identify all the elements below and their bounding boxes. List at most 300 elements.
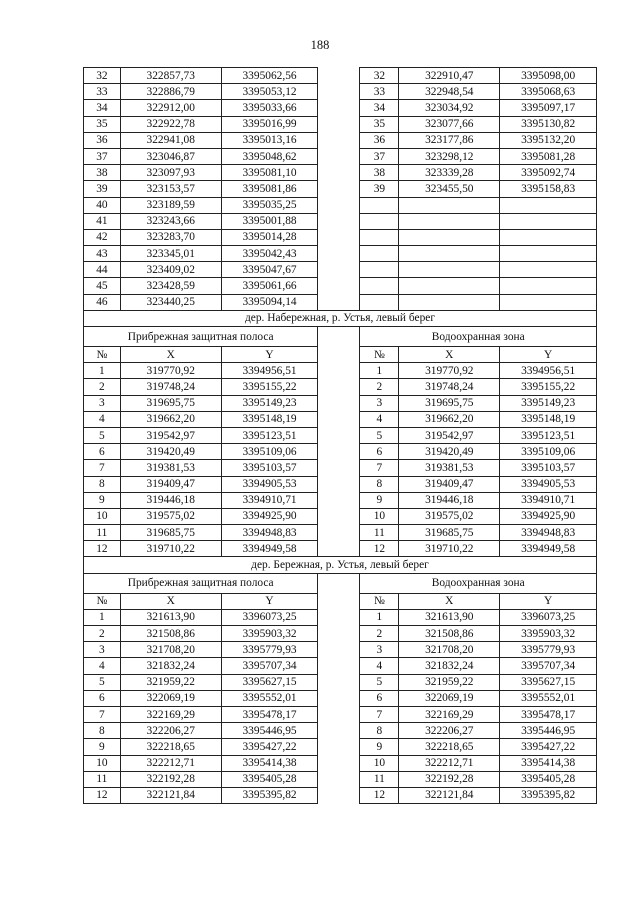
point-number-cell: 5 [360, 427, 399, 443]
point-number-cell: 11 [84, 525, 121, 541]
page-number: 188 [310, 38, 330, 52]
table-row [84, 739, 597, 755]
table-row [84, 541, 597, 557]
y-coordinate-cell: 3395707,34 [500, 658, 597, 674]
zone-title-row [84, 327, 597, 347]
point-number-cell: 46 [84, 294, 121, 310]
x-coordinate-cell: 322857,73 [120, 68, 221, 84]
column-gap [318, 706, 360, 722]
y-coordinate-cell: 3395427,22 [221, 739, 318, 755]
column-gap [318, 690, 360, 706]
column-gap [318, 379, 360, 395]
table-row [84, 246, 597, 262]
column-gap [318, 229, 360, 245]
y-coordinate-cell: 3395779,93 [221, 642, 318, 658]
column-gap [318, 327, 360, 347]
x-coordinate-cell: 321613,90 [399, 609, 500, 625]
y-coordinate-cell: 3395013,16 [221, 132, 318, 148]
point-number-cell: 12 [360, 787, 399, 803]
y-coordinate-cell: 3394905,53 [221, 476, 318, 492]
x-coordinate-cell [399, 278, 500, 294]
y-coordinate-cell [500, 229, 597, 245]
x-coordinate-cell: 319542,97 [399, 427, 500, 443]
y-coordinate-cell: 3395098,00 [500, 68, 597, 84]
x-coordinate-cell: 323046,87 [120, 148, 221, 164]
column-gap [318, 626, 360, 642]
section-title-row [84, 557, 597, 573]
x-coordinate-cell: 319770,92 [120, 363, 221, 379]
point-number-cell: 9 [360, 492, 399, 508]
point-number-cell: 36 [84, 132, 121, 148]
y-coordinate-cell: 3394910,71 [500, 492, 597, 508]
x-coordinate-cell [399, 262, 500, 278]
x-coordinate-cell: 322218,65 [120, 739, 221, 755]
x-coordinate-cell: 323345,01 [120, 246, 221, 262]
column-gap [318, 787, 360, 803]
x-header: X [399, 593, 500, 609]
point-number-cell: 6 [360, 690, 399, 706]
x-coordinate-cell: 319685,75 [120, 525, 221, 541]
table-row [84, 116, 597, 132]
column-gap [318, 246, 360, 262]
y-coordinate-cell: 3394956,51 [221, 363, 318, 379]
point-number-cell: 1 [360, 609, 399, 625]
table-row [84, 427, 597, 443]
column-gap [318, 541, 360, 557]
column-gap [318, 363, 360, 379]
point-number-cell: 33 [84, 84, 121, 100]
point-number-cell: 12 [360, 541, 399, 557]
x-coordinate-cell: 322941,08 [120, 132, 221, 148]
column-gap [318, 181, 360, 197]
y-coordinate-cell: 3395395,82 [500, 787, 597, 803]
y-coordinate-cell: 3395081,86 [221, 181, 318, 197]
table-row [84, 411, 597, 427]
header-row [84, 347, 597, 363]
x-coordinate-cell: 322912,00 [120, 100, 221, 116]
column-gap [318, 395, 360, 411]
zone-title-row [84, 573, 597, 593]
point-number-cell: 5 [360, 674, 399, 690]
x-coordinate-cell: 319695,75 [120, 395, 221, 411]
y-coordinate-cell: 3395061,66 [221, 278, 318, 294]
point-number-cell: 2 [84, 379, 121, 395]
x-coordinate-cell: 321708,20 [120, 642, 221, 658]
x-header: X [120, 593, 221, 609]
table-row [84, 197, 597, 213]
number-header: № [360, 593, 399, 609]
y-coordinate-cell: 3395109,06 [500, 444, 597, 460]
column-gap [318, 593, 360, 609]
point-number-cell: 1 [84, 609, 121, 625]
y-coordinate-cell: 3395081,28 [500, 148, 597, 164]
y-coordinate-cell: 3395552,01 [221, 690, 318, 706]
y-coordinate-cell: 3396073,25 [500, 609, 597, 625]
x-coordinate-cell: 319381,53 [120, 460, 221, 476]
table-row [84, 723, 597, 739]
column-gap [318, 674, 360, 690]
y-coordinate-cell [500, 197, 597, 213]
y-coordinate-cell: 3394925,90 [500, 508, 597, 524]
column-gap [318, 148, 360, 164]
point-number-cell: 5 [84, 674, 121, 690]
y-header: Y [221, 593, 318, 609]
x-coordinate-cell: 322922,78 [120, 116, 221, 132]
column-gap [318, 278, 360, 294]
y-coordinate-cell: 3395414,38 [500, 755, 597, 771]
x-coordinate-cell: 319575,02 [399, 508, 500, 524]
point-number-cell: 11 [360, 771, 399, 787]
point-number-cell: 43 [84, 246, 121, 262]
y-coordinate-cell [500, 262, 597, 278]
table-row [84, 262, 597, 278]
x-coordinate-cell [399, 229, 500, 245]
point-number-cell: 4 [360, 411, 399, 427]
section-title: дер. Набережная, р. Устья, левый берег [84, 310, 597, 326]
column-gap [318, 525, 360, 541]
x-coordinate-cell: 322218,65 [399, 739, 500, 755]
x-coordinate-cell: 322212,71 [399, 755, 500, 771]
y-coordinate-cell: 3395092,74 [500, 165, 597, 181]
x-coordinate-cell: 319542,97 [120, 427, 221, 443]
x-coordinate-cell: 323455,50 [399, 181, 500, 197]
table-row [84, 460, 597, 476]
header-row [84, 593, 597, 609]
point-number-cell: 6 [360, 444, 399, 460]
y-coordinate-cell: 3394910,71 [221, 492, 318, 508]
column-gap [318, 427, 360, 443]
point-number-cell: 8 [360, 476, 399, 492]
x-coordinate-cell: 322212,71 [120, 755, 221, 771]
y-coordinate-cell: 3395903,32 [221, 626, 318, 642]
protective-strip-title: Прибрежная защитная полоса [84, 573, 318, 593]
table-row [84, 525, 597, 541]
point-number-cell: 35 [360, 116, 399, 132]
y-coordinate-cell: 3395405,28 [500, 771, 597, 787]
y-coordinate-cell: 3395155,22 [500, 379, 597, 395]
table-row [84, 444, 597, 460]
y-coordinate-cell: 3395446,95 [500, 723, 597, 739]
x-coordinate-cell: 321508,86 [120, 626, 221, 642]
y-coordinate-cell: 3394948,83 [221, 525, 318, 541]
table-row [84, 165, 597, 181]
column-gap [318, 476, 360, 492]
y-coordinate-cell: 3395405,28 [221, 771, 318, 787]
column-gap [318, 100, 360, 116]
y-coordinate-cell: 3395103,57 [500, 460, 597, 476]
y-coordinate-cell: 3394949,58 [500, 541, 597, 557]
y-coordinate-cell: 3395779,93 [500, 642, 597, 658]
column-gap [318, 68, 360, 84]
x-header: X [399, 347, 500, 363]
x-coordinate-cell: 323177,86 [399, 132, 500, 148]
x-coordinate-cell: 323189,59 [120, 197, 221, 213]
y-header: Y [500, 347, 597, 363]
y-coordinate-cell: 3395627,15 [221, 674, 318, 690]
point-number-cell: 5 [84, 427, 121, 443]
column-gap [318, 165, 360, 181]
y-coordinate-cell: 3395155,22 [221, 379, 318, 395]
x-coordinate-cell [399, 213, 500, 229]
point-number-cell [360, 278, 399, 294]
table-row [84, 229, 597, 245]
table-row [84, 148, 597, 164]
point-number-cell: 7 [84, 706, 121, 722]
table-row [84, 755, 597, 771]
y-coordinate-cell: 3395903,32 [500, 626, 597, 642]
point-number-cell: 4 [84, 658, 121, 674]
x-coordinate-cell: 322206,27 [399, 723, 500, 739]
point-number-cell: 3 [360, 642, 399, 658]
y-coordinate-cell: 3395414,38 [221, 755, 318, 771]
x-coordinate-cell: 323097,93 [120, 165, 221, 181]
x-coordinate-cell [399, 294, 500, 310]
water-protection-zone-title: Водоохранная зона [360, 327, 597, 347]
x-coordinate-cell: 319446,18 [399, 492, 500, 508]
column-gap [318, 642, 360, 658]
table-row [84, 674, 597, 690]
x-coordinate-cell: 322206,27 [120, 723, 221, 739]
point-number-cell: 3 [84, 642, 121, 658]
y-coordinate-cell: 3395707,34 [221, 658, 318, 674]
point-number-cell: 1 [84, 363, 121, 379]
column-gap [318, 84, 360, 100]
point-number-cell: 4 [360, 658, 399, 674]
table-row [84, 363, 597, 379]
number-header: № [360, 347, 399, 363]
point-number-cell: 11 [84, 771, 121, 787]
x-coordinate-cell: 323283,70 [120, 229, 221, 245]
y-coordinate-cell: 3395123,51 [221, 427, 318, 443]
point-number-cell [360, 246, 399, 262]
column-gap [318, 411, 360, 427]
point-number-cell: 10 [360, 755, 399, 771]
point-number-cell: 2 [360, 626, 399, 642]
y-coordinate-cell: 3395148,19 [500, 411, 597, 427]
y-coordinate-cell: 3395033,66 [221, 100, 318, 116]
y-coordinate-cell: 3395047,67 [221, 262, 318, 278]
number-header: № [84, 593, 121, 609]
y-coordinate-cell: 3395103,57 [221, 460, 318, 476]
x-coordinate-cell: 319685,75 [399, 525, 500, 541]
table-row [84, 84, 597, 100]
column-gap [318, 508, 360, 524]
table-row [84, 508, 597, 524]
x-coordinate-cell: 319420,49 [120, 444, 221, 460]
y-coordinate-cell: 3394956,51 [500, 363, 597, 379]
y-coordinate-cell: 3395552,01 [500, 690, 597, 706]
table-row [84, 787, 597, 803]
point-number-cell: 7 [360, 460, 399, 476]
y-coordinate-cell: 3395042,43 [221, 246, 318, 262]
point-number-cell: 10 [360, 508, 399, 524]
point-number-cell: 12 [84, 541, 121, 557]
column-gap [318, 132, 360, 148]
x-coordinate-cell [399, 197, 500, 213]
table-row [84, 132, 597, 148]
y-coordinate-cell: 3395395,82 [221, 787, 318, 803]
column-gap [318, 262, 360, 278]
point-number-cell: 7 [84, 460, 121, 476]
y-coordinate-cell [500, 246, 597, 262]
y-coordinate-cell: 3395478,17 [221, 706, 318, 722]
x-coordinate-cell: 319575,02 [120, 508, 221, 524]
y-coordinate-cell: 3395094,14 [221, 294, 318, 310]
x-coordinate-cell: 321508,86 [399, 626, 500, 642]
point-number-cell: 9 [84, 492, 121, 508]
point-number-cell: 6 [84, 690, 121, 706]
y-coordinate-cell: 3395149,23 [500, 395, 597, 411]
y-coordinate-cell: 3395053,12 [221, 84, 318, 100]
table-row [84, 476, 597, 492]
y-coordinate-cell: 3395123,51 [500, 427, 597, 443]
section-title-row [84, 310, 597, 326]
y-coordinate-cell: 3395068,63 [500, 84, 597, 100]
table-row [84, 492, 597, 508]
x-coordinate-cell: 319695,75 [399, 395, 500, 411]
x-coordinate-cell: 319710,22 [399, 541, 500, 557]
point-number-cell: 2 [84, 626, 121, 642]
point-number-cell: 36 [360, 132, 399, 148]
x-coordinate-cell: 319770,92 [399, 363, 500, 379]
x-coordinate-cell: 321959,22 [120, 674, 221, 690]
point-number-cell: 9 [84, 739, 121, 755]
y-header: Y [500, 593, 597, 609]
y-coordinate-cell: 3394925,90 [221, 508, 318, 524]
table-row [84, 658, 597, 674]
y-coordinate-cell: 3395001,88 [221, 213, 318, 229]
y-coordinate-cell: 3395130,82 [500, 116, 597, 132]
x-header: X [120, 347, 221, 363]
table-row [84, 626, 597, 642]
point-number-cell: 42 [84, 229, 121, 245]
x-coordinate-cell: 323339,28 [399, 165, 500, 181]
column-gap [318, 658, 360, 674]
point-number-cell: 32 [84, 68, 121, 84]
x-coordinate-cell: 321959,22 [399, 674, 500, 690]
column-gap [318, 492, 360, 508]
point-number-cell: 7 [360, 706, 399, 722]
x-coordinate-cell: 322948,54 [399, 84, 500, 100]
y-coordinate-cell: 3395478,17 [500, 706, 597, 722]
number-header: № [84, 347, 121, 363]
x-coordinate-cell: 319748,24 [399, 379, 500, 395]
y-coordinate-cell: 3396073,25 [221, 609, 318, 625]
point-number-cell [360, 262, 399, 278]
table-row [84, 379, 597, 395]
point-number-cell: 40 [84, 197, 121, 213]
y-coordinate-cell: 3395016,99 [221, 116, 318, 132]
x-coordinate-cell: 323243,66 [120, 213, 221, 229]
point-number-cell: 8 [360, 723, 399, 739]
x-coordinate-cell: 322169,29 [120, 706, 221, 722]
y-coordinate-cell: 3395048,62 [221, 148, 318, 164]
column-gap [318, 213, 360, 229]
column-gap [318, 294, 360, 310]
y-coordinate-cell: 3395062,56 [221, 68, 318, 84]
x-coordinate-cell: 323298,12 [399, 148, 500, 164]
x-coordinate-cell: 321708,20 [399, 642, 500, 658]
table-row [84, 395, 597, 411]
point-number-cell: 32 [360, 68, 399, 84]
x-coordinate-cell: 323153,57 [120, 181, 221, 197]
y-coordinate-cell: 3395081,10 [221, 165, 318, 181]
x-coordinate-cell: 322121,84 [120, 787, 221, 803]
point-number-cell [360, 229, 399, 245]
x-coordinate-cell: 323077,66 [399, 116, 500, 132]
column-gap [318, 347, 360, 363]
y-coordinate-cell: 3395014,28 [221, 229, 318, 245]
x-coordinate-cell: 322886,79 [120, 84, 221, 100]
table-row [84, 68, 597, 84]
table-row [84, 213, 597, 229]
point-number-cell [360, 213, 399, 229]
point-number-cell: 8 [84, 476, 121, 492]
y-coordinate-cell: 3395035,25 [221, 197, 318, 213]
table-row [84, 609, 597, 625]
x-coordinate-cell: 322069,19 [399, 690, 500, 706]
point-number-cell: 4 [84, 411, 121, 427]
table-row [84, 294, 597, 310]
point-number-cell: 34 [84, 100, 121, 116]
y-coordinate-cell: 3395148,19 [221, 411, 318, 427]
table-row [84, 100, 597, 116]
y-coordinate-cell: 3395627,15 [500, 674, 597, 690]
x-coordinate-cell: 319409,47 [399, 476, 500, 492]
x-coordinate-cell: 319446,18 [120, 492, 221, 508]
table-row [84, 706, 597, 722]
x-coordinate-cell: 319710,22 [120, 541, 221, 557]
y-coordinate-cell: 3394905,53 [500, 476, 597, 492]
y-coordinate-cell: 3395427,22 [500, 739, 597, 755]
table-row [84, 278, 597, 294]
y-header: Y [221, 347, 318, 363]
table-row [84, 690, 597, 706]
point-number-cell: 41 [84, 213, 121, 229]
point-number-cell: 9 [360, 739, 399, 755]
point-number-cell: 8 [84, 723, 121, 739]
point-number-cell: 44 [84, 262, 121, 278]
water-protection-zone-title: Водоохранная зона [360, 573, 597, 593]
protective-strip-title: Прибрежная защитная полоса [84, 327, 318, 347]
x-coordinate-cell: 323428,59 [120, 278, 221, 294]
column-gap [318, 771, 360, 787]
y-coordinate-cell: 3395158,83 [500, 181, 597, 197]
x-coordinate-cell [399, 246, 500, 262]
column-gap [318, 739, 360, 755]
point-number-cell: 10 [84, 755, 121, 771]
column-gap [318, 444, 360, 460]
point-number-cell: 45 [84, 278, 121, 294]
section-title: дер. Бережная, р. Устья, левый берег [84, 557, 597, 573]
y-coordinate-cell [500, 294, 597, 310]
point-number-cell [360, 197, 399, 213]
point-number-cell: 11 [360, 525, 399, 541]
x-coordinate-cell: 321832,24 [399, 658, 500, 674]
point-number-cell: 39 [84, 181, 121, 197]
point-number-cell: 34 [360, 100, 399, 116]
point-number-cell: 1 [360, 363, 399, 379]
x-coordinate-cell: 322192,28 [120, 771, 221, 787]
table-row [84, 771, 597, 787]
column-gap [318, 116, 360, 132]
point-number-cell: 10 [84, 508, 121, 524]
point-number-cell: 6 [84, 444, 121, 460]
table-row [84, 181, 597, 197]
x-coordinate-cell: 319748,24 [120, 379, 221, 395]
y-coordinate-cell: 3395149,23 [221, 395, 318, 411]
point-number-cell: 38 [360, 165, 399, 181]
